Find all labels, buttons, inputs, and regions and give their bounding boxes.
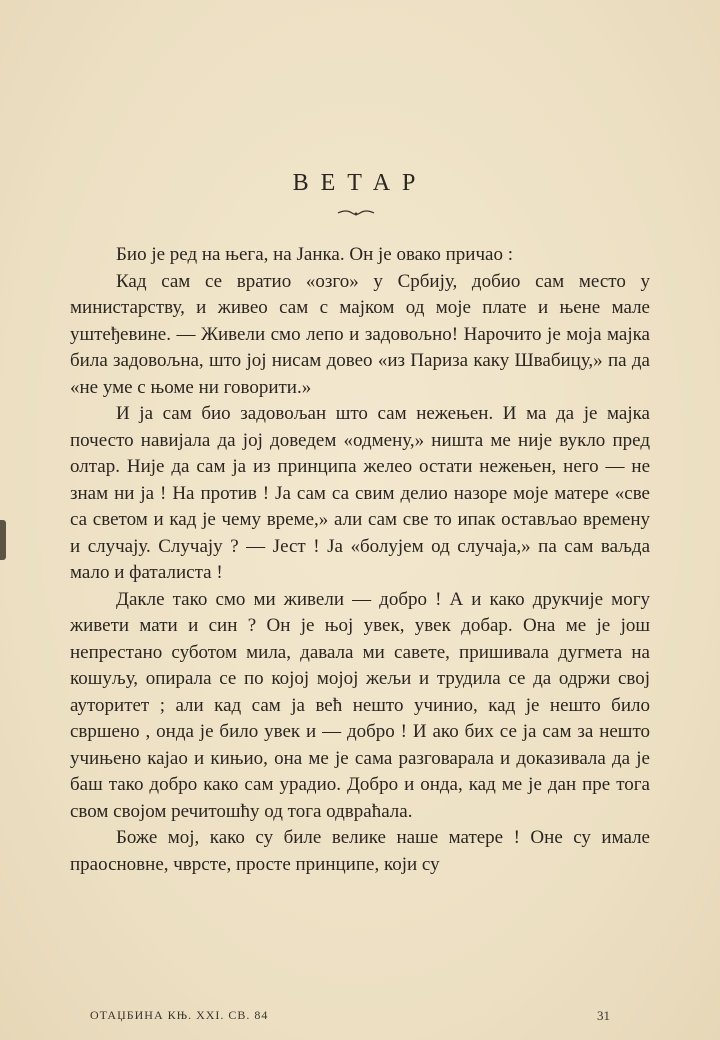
ornament-divider-icon bbox=[336, 206, 376, 220]
signature-mark: ОТАЏБИНА КЊ. XXI. СВ. 84 bbox=[90, 1008, 269, 1022]
paragraph-5: Боже мој, како су биле велике наше матере ! Оне су имале праосновне, чврсте, просте принципе, који су bbox=[70, 827, 650, 875]
chapter-title: ВЕТАР bbox=[292, 170, 428, 196]
page-edge-mark bbox=[0, 520, 6, 560]
page-footer bbox=[90, 1008, 610, 1028]
paragraph-3: И ја сам био задовољан што сам нежењен. И ма да је мајка почесто навијала да јој доведем «одмену,» ништа ме није вукло пред олтар. Није да сам ја из принципа желео остати нежењен, него — не знам ни ја ! На против ! Ја сам са свим делио назоре моје матере «све са светом и кад је чему време,» али сам све то ипак остављао времену и случају. Случају ? — Јест ! Ја «болујем од случаја,» па сам ваљда мало и фаталиста ! bbox=[70, 403, 650, 583]
body-text bbox=[70, 242, 650, 878]
paragraph-2: Кад сам се вратио «озго» у Србију, добио сам место у министарству, и живео сам с мајком од моје плате и њене мале уштеђевине. — Живели смо лепо и задовољно! Нарочито је моја мајка била задовољна, што јој нисам довео «из Париза каку Швабицу,» па да «не уме с њоме ни говорити.» bbox=[70, 270, 650, 398]
page-number: 31 bbox=[597, 1008, 610, 1023]
paragraph-4: Дакле тако смо ми живели — добро ! А и како друкчије могу живети мати и син ? Он је њој увек, увек добар. Она ме је још непрестано суботом мила, давала ми савете, пришивала дугмета на кошуљу, опирала се по којој мојој жељи и трудила се да одржи свој ауторитет ; али кад сам ја већ нешто учинио, кад је нешто било свршено , онда је било увек и — добро ! И ако бих се ја сам за нешто учињено кајао и кињио, она ме је сама разговарала и доказивала да је баш тако добро како сам урадио. Добро и онда, кад ме је дан пре тога свом својом речитошћу од тога одвраћала. bbox=[70, 588, 650, 822]
paragraph-1: Био је ред на њега, на Јанка. Он је овако причао : bbox=[116, 244, 513, 265]
